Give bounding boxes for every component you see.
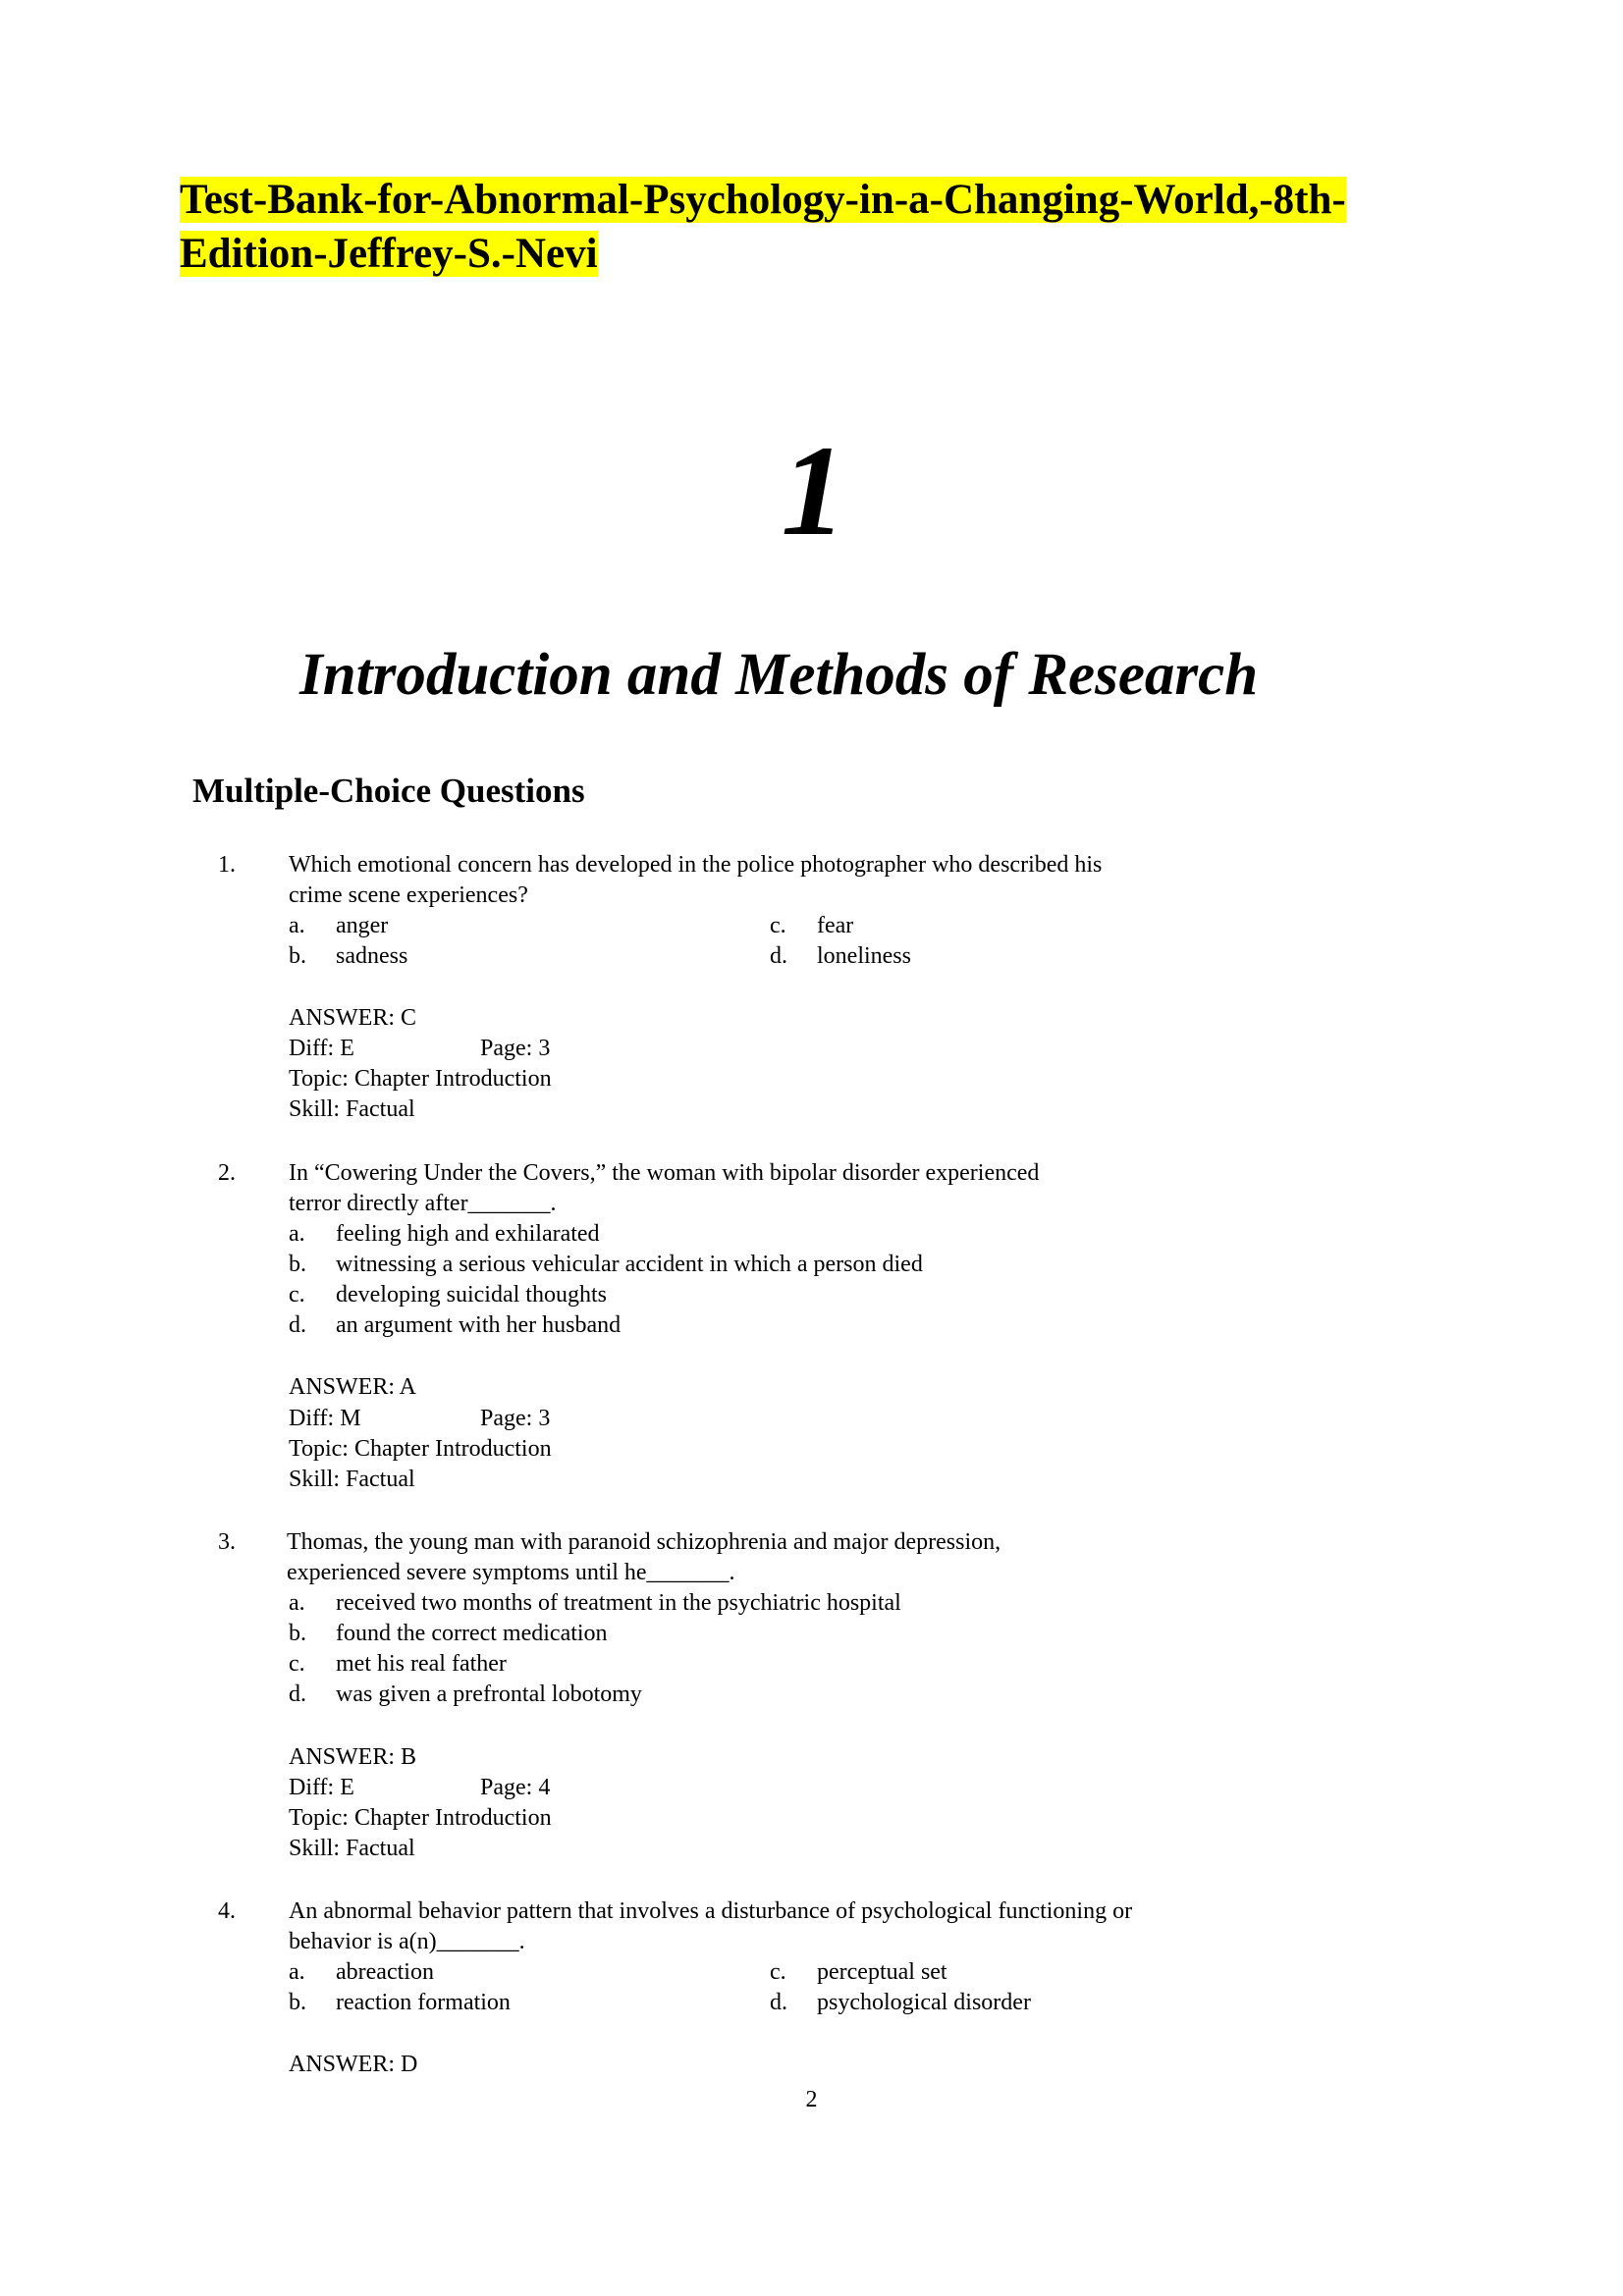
difficulty-line: Diff: E — [289, 1036, 354, 1061]
option-letter: c. — [289, 1282, 305, 1308]
option-text: psychological disorder — [817, 1990, 1031, 2015]
option-text: reaction formation — [336, 1990, 511, 2015]
question-stem-line: crime scene experiences? — [289, 882, 528, 908]
option-letter: b. — [289, 1252, 306, 1277]
answer-line: ANSWER: B — [289, 1744, 417, 1770]
option-letter: c. — [770, 913, 786, 938]
topic-line: Topic: Chapter Introduction — [289, 1436, 552, 1462]
answer-line: ANSWER: C — [289, 1005, 417, 1031]
question-stem-line: behavior is a(n)_______. — [289, 1929, 525, 1954]
question-number: 3. — [218, 1529, 236, 1555]
option-text: found the correct medication — [336, 1621, 608, 1646]
title-line-1: Test-Bank-for-Abnormal-Psychology-in-a-Changing-World,-8th- — [180, 177, 1346, 223]
topic-line: Topic: Chapter Introduction — [289, 1066, 552, 1092]
option-text: fear — [817, 913, 854, 938]
option-letter: b. — [289, 943, 306, 969]
option-text: developing suicidal thoughts — [336, 1282, 607, 1308]
option-letter: d. — [289, 1312, 306, 1338]
question-stem-line: Which emotional concern has developed in the police photographer who described his — [289, 852, 1103, 878]
question-stem-line: Thomas, the young man with paranoid schizophrenia and major depression, — [287, 1529, 1001, 1555]
option-letter: d. — [770, 1990, 787, 2015]
option-text: received two months of treatment in the psychiatric hospital — [336, 1590, 901, 1616]
question-stem-line: An abnormal behavior pattern that involves a disturbance of psychological functioning or — [289, 1898, 1133, 1924]
title-line-2: Edition-Jeffrey-S.-Nevi — [180, 231, 598, 277]
option-text: feeling high and exhilarated — [336, 1221, 600, 1247]
option-letter: b. — [289, 1990, 306, 2015]
option-letter: a. — [289, 1221, 305, 1247]
document-title — [180, 173, 1417, 281]
option-text: was given a prefrontal lobotomy — [336, 1682, 642, 1707]
option-letter: a. — [289, 913, 305, 938]
answer-line: ANSWER: A — [289, 1374, 417, 1400]
page-number: 2 — [805, 2087, 818, 2112]
skill-line: Skill: Factual — [289, 1836, 415, 1861]
question-stem-line: experienced severe symptoms until he_______. — [287, 1560, 735, 1585]
option-text: loneliness — [817, 943, 911, 969]
skill-line: Skill: Factual — [289, 1467, 415, 1492]
option-letter: c. — [770, 1959, 786, 1985]
section-heading: Multiple-Choice Questions — [192, 772, 585, 810]
skill-line: Skill: Factual — [289, 1096, 415, 1122]
option-letter: a. — [289, 1959, 305, 1985]
option-text: an argument with her husband — [336, 1312, 622, 1338]
question-number: 4. — [218, 1898, 236, 1924]
question-stem-line: terror directly after_______. — [289, 1191, 557, 1216]
page-reference: Page: 4 — [480, 1775, 551, 1800]
question-stem-line: In “Cowering Under the Covers,” the woman with bipolar disorder experienced — [289, 1160, 1040, 1186]
option-text: sadness — [336, 943, 408, 969]
chapter-number-text: 1 — [781, 418, 846, 562]
page-reference: Page: 3 — [480, 1036, 551, 1061]
difficulty-line: Diff: E — [289, 1775, 354, 1800]
option-letter: d. — [770, 943, 787, 969]
page-reference: Page: 3 — [480, 1406, 551, 1431]
option-letter: a. — [289, 1590, 305, 1616]
chapter-number — [0, 417, 1623, 564]
option-text: anger — [336, 913, 389, 938]
difficulty-line: Diff: M — [289, 1406, 361, 1431]
option-text: met his real father — [336, 1651, 507, 1677]
answer-line: ANSWER: D — [289, 2052, 418, 2077]
option-letter: b. — [289, 1621, 306, 1646]
option-text: witnessing a serious vehicular accident in which a person died — [336, 1252, 923, 1277]
option-letter: d. — [289, 1682, 306, 1707]
chapter-title: Introduction and Methods of Research — [299, 642, 1259, 708]
topic-line: Topic: Chapter Introduction — [289, 1805, 552, 1831]
option-text: perceptual set — [817, 1959, 947, 1985]
option-text: abreaction — [336, 1959, 434, 1985]
option-letter: c. — [289, 1651, 305, 1677]
question-number: 2. — [218, 1160, 236, 1186]
question-number: 1. — [218, 852, 236, 878]
